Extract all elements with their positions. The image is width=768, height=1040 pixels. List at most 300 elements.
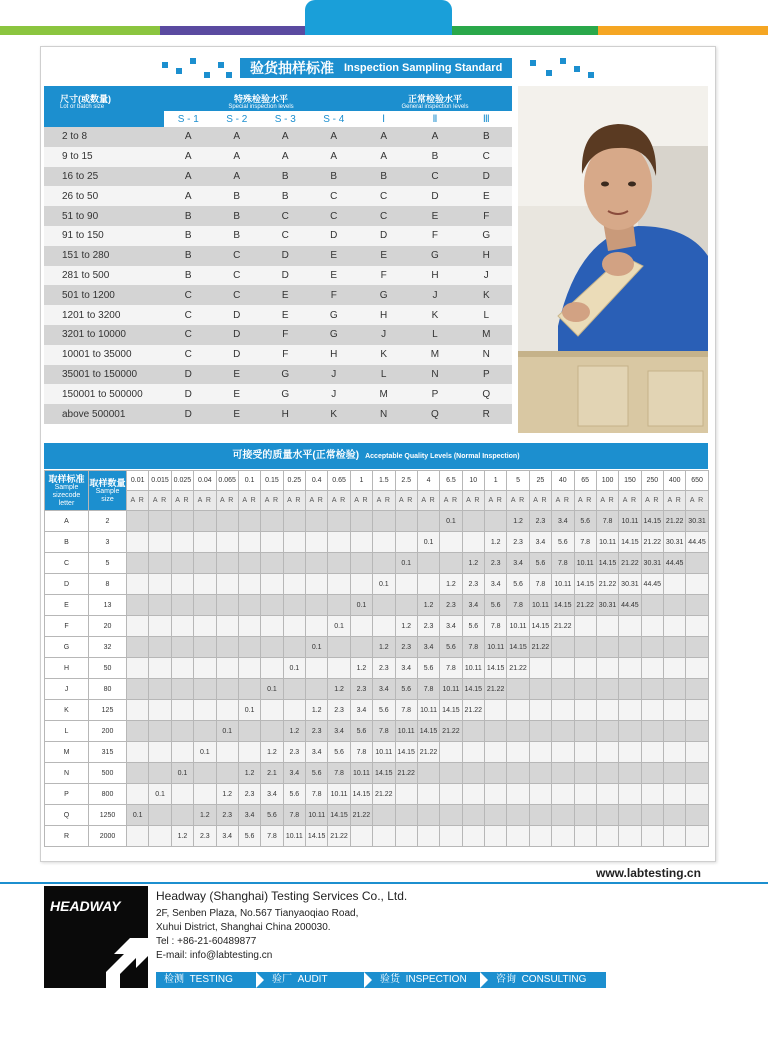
- ac-re-cell: [574, 826, 596, 847]
- ac-re-cell: 7.8: [283, 805, 305, 826]
- ac-re-cell: 3.4: [306, 742, 328, 763]
- code-letter-cell: D: [409, 186, 460, 206]
- general-levels-header: [358, 86, 512, 111]
- ac-re-cell: [306, 616, 328, 637]
- size-header-en: Sample size: [95, 487, 120, 503]
- ac-re-cell: [507, 700, 529, 721]
- ac-re-cell: 5.6: [462, 616, 484, 637]
- ac-re-cell: [171, 658, 193, 679]
- level-header: S - 3: [261, 111, 310, 127]
- ac-re-cell: 14.15: [529, 616, 551, 637]
- code-letter-cell: B: [164, 246, 213, 266]
- ac-re-cell: 10.11: [417, 700, 439, 721]
- ac-re-cell: [619, 616, 641, 637]
- ac-re-cell: 14.15: [552, 595, 574, 616]
- level-header: S - 1: [164, 111, 213, 127]
- code-letter-cell: G: [261, 365, 310, 385]
- ac-re-cell: 3.4: [440, 616, 462, 637]
- code-letter-cell: C: [409, 167, 460, 187]
- table-row: [45, 574, 709, 595]
- ac-re-cell: [417, 826, 439, 847]
- sample-size-cell: 50: [89, 658, 127, 679]
- ac-re-cell: [440, 763, 462, 784]
- ac-re-cell: 5.6: [440, 637, 462, 658]
- service-consulting[interactable]: [488, 972, 596, 988]
- ac-re-cell: 2.3: [373, 658, 395, 679]
- ac-re-cell: [664, 721, 686, 742]
- ac-re-cell: [238, 553, 260, 574]
- ac-re-cell: [373, 532, 395, 553]
- code-letter-cell: B: [45, 532, 89, 553]
- code-letter-cell: B: [164, 226, 213, 246]
- ac-re-cell: [261, 574, 283, 595]
- ac-re-cell: [283, 553, 305, 574]
- aql-header: 2.5: [395, 471, 417, 491]
- code-letter-cell: B: [261, 186, 310, 206]
- code-letter-cell: C: [213, 246, 262, 266]
- ar-header: A R: [485, 491, 507, 511]
- ac-re-cell: 0.1: [216, 721, 238, 742]
- ar-header: A R: [619, 491, 641, 511]
- ac-re-cell: [462, 721, 484, 742]
- ac-re-cell: 10.11: [306, 805, 328, 826]
- ac-re-cell: [216, 616, 238, 637]
- code-letter-cell: G: [358, 285, 409, 305]
- ac-re-cell: [574, 763, 596, 784]
- code-letter-cell: N: [358, 404, 409, 424]
- table-row: [44, 127, 512, 147]
- code-letter-cell: M: [45, 742, 89, 763]
- ac-re-cell: 1.2: [417, 595, 439, 616]
- pixel-decoration: [588, 72, 594, 78]
- code-letter-cell: H: [310, 345, 359, 365]
- ac-re-cell: 14.15: [306, 826, 328, 847]
- ac-re-cell: [596, 721, 618, 742]
- ac-re-cell: [507, 679, 529, 700]
- table-row: [45, 553, 709, 574]
- code-letter-cell: C: [164, 305, 213, 325]
- ac-re-cell: 3.4: [261, 784, 283, 805]
- ac-re-cell: [552, 742, 574, 763]
- ac-re-cell: [194, 595, 216, 616]
- table-row: [45, 595, 709, 616]
- code-letter-cell: P: [409, 384, 460, 404]
- ac-re-cell: [619, 700, 641, 721]
- ac-re-cell: 5.6: [395, 679, 417, 700]
- lot-size-cell: 3201 to 10000: [44, 325, 164, 345]
- ac-re-cell: 21.22: [574, 595, 596, 616]
- table-row: [44, 285, 512, 305]
- aql-header: 650: [686, 471, 708, 491]
- code-letter-cell: E: [461, 186, 512, 206]
- code-letter-cell: R: [45, 826, 89, 847]
- ac-re-cell: 21.22: [619, 553, 641, 574]
- ac-re-cell: [350, 553, 372, 574]
- code-letter-cell: E: [358, 246, 409, 266]
- ac-re-cell: [619, 805, 641, 826]
- ac-re-cell: [529, 805, 551, 826]
- ac-re-cell: [619, 658, 641, 679]
- level-header: S - 2: [213, 111, 262, 127]
- ac-re-cell: 2.3: [529, 511, 551, 532]
- ac-re-cell: 44.45: [619, 595, 641, 616]
- code-letter-cell: A: [261, 127, 310, 147]
- code-letter-cell: D: [261, 246, 310, 266]
- ac-re-cell: [596, 637, 618, 658]
- pixel-decoration: [176, 68, 182, 74]
- ac-re-cell: [171, 679, 193, 700]
- code-letter-cell: B: [310, 167, 359, 187]
- special-levels-header-en: Special inspection levels: [228, 104, 294, 110]
- ac-re-cell: [440, 742, 462, 763]
- ac-re-cell: 30.31: [596, 595, 618, 616]
- code-letter-cell: D: [45, 574, 89, 595]
- sample-size-cell: 500: [89, 763, 127, 784]
- ac-re-cell: [596, 700, 618, 721]
- code-letter-cell: C: [358, 206, 409, 226]
- ar-header: A R: [261, 491, 283, 511]
- table-row: [45, 532, 709, 553]
- code-letter-cell: F: [261, 345, 310, 365]
- inspector-photo-illustration: [518, 86, 708, 433]
- ac-re-cell: [686, 763, 708, 784]
- code-letter-cell: A: [164, 167, 213, 187]
- code-letter-cell: D: [164, 384, 213, 404]
- ac-re-cell: 5.6: [306, 763, 328, 784]
- ac-re-cell: [529, 700, 551, 721]
- code-letter-cell: C: [164, 325, 213, 345]
- ac-re-cell: [485, 826, 507, 847]
- ac-re-cell: [149, 574, 171, 595]
- code-letter-cell: G: [310, 325, 359, 345]
- service-audit[interactable]: [264, 972, 364, 988]
- code-letter-cell: L: [358, 365, 409, 385]
- ac-re-cell: 3.4: [350, 700, 372, 721]
- ac-re-cell: 14.15: [395, 742, 417, 763]
- table-row: [45, 805, 709, 826]
- ac-re-cell: [686, 679, 708, 700]
- ac-re-cell: 7.8: [373, 721, 395, 742]
- sample-size-cell: 2: [89, 511, 127, 532]
- ac-re-cell: [149, 658, 171, 679]
- table-row: [44, 325, 512, 345]
- ac-re-cell: [238, 595, 260, 616]
- ac-re-cell: [216, 553, 238, 574]
- ac-re-cell: [619, 826, 641, 847]
- lot-size-cell: 91 to 150: [44, 226, 164, 246]
- ac-re-cell: [552, 637, 574, 658]
- ac-re-cell: 21.22: [507, 658, 529, 679]
- ac-re-cell: [350, 532, 372, 553]
- bar-segment-dark-green: [452, 26, 598, 35]
- table-row: [45, 784, 709, 805]
- ac-re-cell: [283, 637, 305, 658]
- letter-header-zh: 取样标准: [48, 473, 85, 484]
- ac-re-cell: 10.11: [328, 784, 350, 805]
- ac-re-cell: [149, 595, 171, 616]
- ac-re-cell: 3.4: [417, 637, 439, 658]
- ac-re-cell: [641, 637, 663, 658]
- ac-re-cell: 10.11: [350, 763, 372, 784]
- ac-re-cell: 7.8: [507, 595, 529, 616]
- ac-re-cell: [552, 826, 574, 847]
- ac-re-cell: [149, 826, 171, 847]
- code-letter-cell: B: [213, 206, 262, 226]
- code-letter-cell: A: [261, 147, 310, 167]
- ac-re-cell: [619, 784, 641, 805]
- ac-re-cell: [216, 532, 238, 553]
- ac-re-cell: [462, 511, 484, 532]
- service-testing[interactable]: [156, 972, 256, 988]
- ac-re-cell: [238, 574, 260, 595]
- ac-re-cell: 7.8: [574, 532, 596, 553]
- ac-re-cell: 10.11: [507, 616, 529, 637]
- ac-re-cell: [641, 721, 663, 742]
- page-title: [240, 58, 512, 78]
- ac-re-cell: 2.3: [440, 595, 462, 616]
- inspector-photo: [518, 86, 708, 433]
- ac-re-cell: [641, 805, 663, 826]
- ac-re-cell: [261, 595, 283, 616]
- ac-re-cell: [529, 721, 551, 742]
- sample-size-cell: 125: [89, 700, 127, 721]
- ac-re-cell: [596, 742, 618, 763]
- ac-re-cell: [149, 553, 171, 574]
- service-testing-en: TESTING: [189, 974, 233, 985]
- ac-re-cell: [462, 532, 484, 553]
- ac-re-cell: [507, 805, 529, 826]
- code-letter-cell: A: [213, 127, 262, 147]
- ac-re-cell: [171, 784, 193, 805]
- ac-re-cell: [552, 805, 574, 826]
- ac-re-cell: [552, 784, 574, 805]
- code-letter-cell: G: [461, 226, 512, 246]
- ac-re-cell: [417, 784, 439, 805]
- table-row: [44, 147, 512, 167]
- code-letter-cell: J: [45, 679, 89, 700]
- ac-re-cell: 10.11: [529, 595, 551, 616]
- ac-re-cell: 21.22: [440, 721, 462, 742]
- ac-re-cell: 2.3: [194, 826, 216, 847]
- code-letter-cell: K: [461, 285, 512, 305]
- ac-re-cell: [171, 742, 193, 763]
- ac-re-cell: [440, 553, 462, 574]
- ac-re-cell: [373, 511, 395, 532]
- ar-header: A R: [641, 491, 663, 511]
- logo-arrow-icon: [96, 926, 148, 988]
- code-letter-cell: P: [45, 784, 89, 805]
- code-letter-cell: A: [45, 511, 89, 532]
- bar-segment-purple: [160, 26, 305, 35]
- ac-re-cell: 14.15: [328, 805, 350, 826]
- ac-re-cell: [395, 595, 417, 616]
- service-consulting-zh: 咨询: [496, 974, 516, 985]
- ac-re-cell: [127, 553, 149, 574]
- ac-re-cell: 2.3: [395, 637, 417, 658]
- ac-re-cell: 3.4: [552, 511, 574, 532]
- aql-header: 0.015: [149, 471, 171, 491]
- ac-re-cell: 0.1: [306, 637, 328, 658]
- ac-re-cell: [171, 700, 193, 721]
- ac-re-cell: [373, 805, 395, 826]
- ac-re-cell: 1.2: [485, 532, 507, 553]
- code-letter-cell: H: [358, 305, 409, 325]
- ac-re-cell: 5.6: [283, 784, 305, 805]
- ac-re-cell: [686, 658, 708, 679]
- title-zh: 验货抽样标准: [250, 60, 334, 76]
- ac-re-cell: [664, 679, 686, 700]
- ac-re-cell: 21.22: [552, 616, 574, 637]
- ac-re-cell: 7.8: [328, 763, 350, 784]
- ac-re-cell: [552, 679, 574, 700]
- ac-re-cell: [574, 658, 596, 679]
- code-letter-cell: C: [213, 285, 262, 305]
- code-letter-cell: B: [461, 127, 512, 147]
- table-row: [44, 266, 512, 286]
- ac-re-cell: 21.22: [596, 574, 618, 595]
- ac-re-cell: [306, 595, 328, 616]
- ac-re-cell: [574, 784, 596, 805]
- bar-segment-green: [0, 26, 160, 35]
- ac-re-cell: [686, 574, 708, 595]
- code-letter-cell: D: [213, 305, 262, 325]
- ac-re-cell: [216, 658, 238, 679]
- aql-header: 150: [619, 471, 641, 491]
- ac-re-cell: [574, 679, 596, 700]
- ac-re-cell: [686, 553, 708, 574]
- ac-re-cell: [350, 826, 372, 847]
- ac-re-cell: [440, 784, 462, 805]
- website-url[interactable]: www.labtesting.cn: [596, 866, 701, 880]
- ac-re-cell: [283, 532, 305, 553]
- code-letter-cell: L: [45, 721, 89, 742]
- ac-re-cell: [485, 511, 507, 532]
- company-address-2: Xuhui District, Shanghai China 200030.: [156, 922, 331, 933]
- ac-re-cell: [127, 595, 149, 616]
- ac-re-cell: [417, 511, 439, 532]
- ar-header: A R: [350, 491, 372, 511]
- ac-re-cell: 0.1: [127, 805, 149, 826]
- ac-re-cell: 21.22: [641, 532, 663, 553]
- ac-re-cell: 14.15: [373, 763, 395, 784]
- ac-re-cell: 0.1: [283, 658, 305, 679]
- ac-re-cell: [485, 763, 507, 784]
- ac-re-cell: [596, 658, 618, 679]
- aql-header: 10: [462, 471, 484, 491]
- ac-re-cell: [529, 763, 551, 784]
- ac-re-cell: [664, 574, 686, 595]
- code-letter-cell: B: [213, 186, 262, 206]
- ac-re-cell: [552, 658, 574, 679]
- service-inspection[interactable]: [372, 972, 480, 988]
- ac-re-cell: [462, 784, 484, 805]
- code-letter-cell: G: [409, 246, 460, 266]
- code-letter-cell: E: [213, 384, 262, 404]
- ac-re-cell: [529, 679, 551, 700]
- ac-re-cell: [216, 595, 238, 616]
- code-letter-cell: D: [164, 404, 213, 424]
- code-letter-cell: K: [45, 700, 89, 721]
- ac-re-cell: 3.4: [529, 532, 551, 553]
- pixel-decoration: [546, 70, 552, 76]
- ac-re-cell: [127, 637, 149, 658]
- aql-header: 0.04: [194, 471, 216, 491]
- ar-header: A R: [529, 491, 551, 511]
- level-header-spacer: [44, 111, 164, 127]
- ac-re-cell: [194, 721, 216, 742]
- ar-header: A R: [306, 491, 328, 511]
- code-letter-cell: B: [213, 226, 262, 246]
- ac-re-cell: [417, 763, 439, 784]
- ac-re-cell: [574, 700, 596, 721]
- ac-re-cell: 7.8: [462, 637, 484, 658]
- code-letter-cell: G: [261, 384, 310, 404]
- ac-re-cell: [261, 700, 283, 721]
- ac-re-cell: [440, 805, 462, 826]
- ac-re-cell: [485, 784, 507, 805]
- code-letter-cell: B: [409, 147, 460, 167]
- ac-re-cell: [171, 553, 193, 574]
- size-header: [89, 471, 127, 511]
- ac-re-cell: [462, 805, 484, 826]
- ac-re-cell: 1.2: [507, 511, 529, 532]
- aql-table: [44, 470, 709, 847]
- ac-re-cell: [306, 679, 328, 700]
- code-letter-cell: K: [358, 345, 409, 365]
- aql-header: 0.1: [238, 471, 260, 491]
- ac-re-cell: [641, 700, 663, 721]
- ac-re-cell: [350, 637, 372, 658]
- lot-size-cell: 2 to 8: [44, 127, 164, 147]
- ac-re-cell: 2.3: [350, 679, 372, 700]
- ac-re-cell: [574, 742, 596, 763]
- ac-re-cell: [664, 637, 686, 658]
- ac-re-cell: 1.2: [283, 721, 305, 742]
- ac-re-cell: [686, 742, 708, 763]
- ac-re-cell: 2.3: [306, 721, 328, 742]
- ac-re-cell: [216, 637, 238, 658]
- table-row: [45, 637, 709, 658]
- ac-re-cell: 2.3: [417, 616, 439, 637]
- ac-re-cell: [283, 595, 305, 616]
- ac-re-cell: [485, 805, 507, 826]
- ac-re-cell: [194, 616, 216, 637]
- ac-re-cell: 21.22: [328, 826, 350, 847]
- company-name: Headway (Shanghai) Testing Services Co., Ltd.: [156, 889, 408, 903]
- lot-size-header-zh: 尺寸(或数量): [60, 94, 111, 104]
- ac-re-cell: [574, 637, 596, 658]
- ac-re-cell: [194, 511, 216, 532]
- aql-header: 40: [552, 471, 574, 491]
- company-email[interactable]: E-mail: info@labtesting.cn: [156, 950, 273, 961]
- ac-re-cell: 1.2: [238, 763, 260, 784]
- bar-segment-orange: [598, 26, 768, 35]
- ac-re-cell: [686, 616, 708, 637]
- ac-re-cell: 5.6: [529, 553, 551, 574]
- ac-re-cell: [261, 532, 283, 553]
- ac-re-cell: 44.45: [641, 574, 663, 595]
- code-letter-cell: Q: [45, 805, 89, 826]
- ac-re-cell: 10.11: [462, 658, 484, 679]
- aql-header: 5: [507, 471, 529, 491]
- table-row: [45, 742, 709, 763]
- service-separator: [364, 972, 372, 988]
- code-letter-cell: D: [164, 365, 213, 385]
- ac-re-cell: [596, 616, 618, 637]
- code-letter-cell: C: [261, 226, 310, 246]
- ar-header: A R: [440, 491, 462, 511]
- ac-re-cell: [507, 721, 529, 742]
